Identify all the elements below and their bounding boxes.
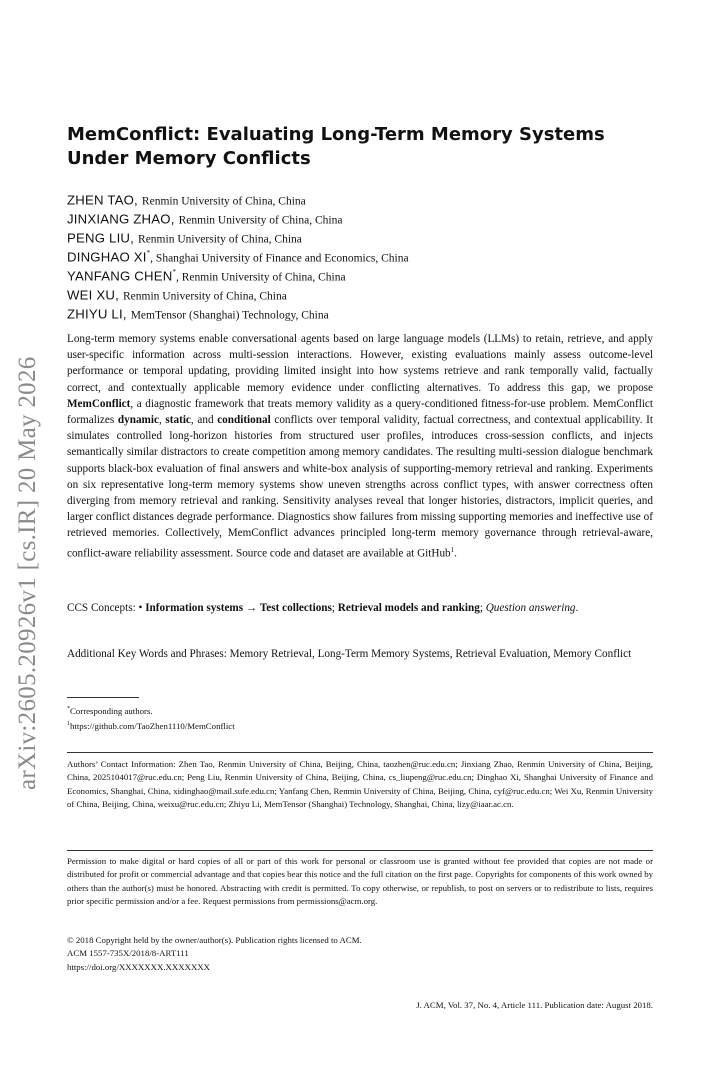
- author-star: *: [172, 268, 176, 276]
- authors-contact-information: Authors’ Contact Information: Zhen Tao, Renmin University of China, Beijing, China, taozhen@ruc.edu.cn; Jinxiang Zhao, Renmin University of China, Beijing, China, 2025104017@ruc.edu.cn; Peng Liu, Renmin University of China, Beijing, China, cs_liupeng@ruc.edu.cn; Dinghao Xi, Shanghai University of Finance and Economics, Shanghai, China, xidinghao@mail.sufe.edu.cn; Yanfang Chen, Renmin University of China, Beijing, China, cyf@ruc.edu.cn; Wei Xu, Renmin University of China, Beijing, China, weixu@ruc.edu.cn; Zhiyu Li, MemTensor (Shanghai) Technology, Shanghai, China, lizy@iaar.ac.cn.: [67, 759, 653, 810]
- author-entry: [67, 263, 667, 282]
- abstract-end: .: [454, 547, 457, 560]
- author-entry: [67, 282, 667, 301]
- paper-title: MemConflict: Evaluating Long-Term Memory Systems Under Memory Conflicts: [67, 124, 605, 169]
- journal-footer: J. ACM, Vol. 37, No. 4, Article 111. Publication date: August 2018.: [416, 1000, 653, 1010]
- author-star: *: [146, 249, 151, 257]
- author-list: [67, 187, 667, 320]
- author-entry: [67, 244, 667, 263]
- author-name: DINGHAO XI: [67, 249, 147, 265]
- ccs-concept: Retrieval models and ranking: [337, 602, 480, 614]
- abstract-text: conflicts over temporal validity, factual correctness, and contextual applicability. It simulates controlled long-horizon histories from structured user profiles, introduces cross-session conflicts, and injects semantically similar distractors to create competition among memory candidates. The resulting multi-session dialogue benchmark supports black-box evaluation of final answers and white-box analysis of supporting-memory retrieval and ranking. Experiments on six representative long-term memory systems show uneven strengths across conflict types, with answer correctness often diverging from memory retrieval and ranking. Sensitivity analyses reveal that longer histories, distractors, implicit queries, and larger conflict distances degrade performance. Diagnostics show failures from missing supporting memories and ineffective use of retrieved memories. Collectively, MemConflict advances principled long-term memory governance through retrieval-aware, conflict-aware reliability assessment. Source code and dataset are available at GitHub: [67, 414, 654, 560]
- doi-link[interactable]: https://doi.org/XXXXXXX.XXXXXXX: [67, 961, 211, 972]
- arxiv-identifier-stamp: arXiv:2605.20926v1 [cs.IR] 20 May 2026: [14, 356, 41, 790]
- copyright-line: © 2018 Copyright held by the owner/author(s). Publication rights licensed to ACM.: [67, 935, 362, 945]
- author-affiliation: Renmin University of China, China: [178, 214, 343, 227]
- conflict-type-dynamic: dynamic: [117, 414, 159, 427]
- footnote-marker: *: [67, 706, 70, 712]
- author-affiliation: MemTensor (Shanghai) Technology, China: [130, 309, 329, 322]
- permission-divider: [67, 850, 653, 851]
- footnote-text: Corresponding authors.: [70, 705, 153, 716]
- ccs-concepts: [67, 600, 653, 616]
- author-affiliation: Renmin University of China, China: [122, 290, 287, 303]
- author-entry: [67, 225, 667, 244]
- conflict-type-conditional: conditional: [217, 414, 271, 427]
- footnote-divider: [67, 697, 139, 698]
- contact-divider: [67, 752, 653, 753]
- abstract-text: , a diagnostic framework that treats memory validity as a query-conditioned fitness-for-use problem. MemConflict formalizes: [67, 397, 653, 427]
- issn-line: ACM 1557-735X/2018/8-ART111: [67, 948, 189, 959]
- ccs-label: CCS Concepts: •: [67, 602, 146, 614]
- abstract-separator: ,: [158, 414, 166, 427]
- framework-name: MemConflict: [67, 397, 131, 410]
- ccs-concept: Information systems: [145, 602, 244, 614]
- author-entry: [67, 206, 667, 225]
- footnote-marker: 1: [450, 545, 455, 554]
- author-affiliation: , Shanghai University of Finance and Economics, China: [150, 252, 409, 265]
- footnotes: [67, 703, 653, 733]
- author-name: ZHEN TAO,: [67, 192, 138, 208]
- author-name: WEI XU,: [67, 287, 119, 303]
- permission-notice: Permission to make digital or hard copies of all or part of this work for personal or classroom use is granted without fee provided that copies are not made or distributed for profit or commercial advantage and that copies bear this notice and the full citation on the first page. Copyrights for components of this work owned by others than the author(s) must be honored. Abstracting with credit is permitted. To copy otherwise, or republish, to post on servers or to redistribute to lists, requires prior specific permission and/or a fee. Request permissions from permissions@acm.org.: [67, 856, 653, 907]
- footnote-github: [67, 718, 653, 733]
- author-entry: [67, 301, 667, 320]
- ccs-separator: ;: [479, 602, 486, 614]
- author-name: PENG LIU,: [67, 230, 135, 246]
- github-link[interactable]: https://github.com/TaoZhen1110/MemConflict: [70, 720, 235, 731]
- ccs-concept: Test collections: [259, 602, 332, 614]
- author-name: JINXIANG ZHAO,: [67, 211, 175, 227]
- author-affiliation: Renmin University of China, China: [138, 233, 302, 246]
- conflict-type-static: static: [165, 414, 191, 427]
- publication-info: [67, 934, 653, 974]
- footnote-marker: 1: [67, 720, 70, 727]
- ccs-arrow: →: [243, 602, 260, 614]
- footnote-corresponding: [67, 703, 653, 718]
- author-affiliation: Renmin University of China, China: [141, 195, 306, 208]
- author-affiliation: , Renmin University of China, China: [175, 271, 346, 284]
- author-name: YANFANG CHEN: [67, 268, 173, 284]
- ccs-concept: Question answering: [485, 602, 576, 614]
- abstract-text: Long-term memory systems enable conversational agents based on large language models (LLMs) to retain, retrieve, and apply user-specific information across multi-session interactions. However, existing evaluations mainly assess outcome-level performance or temporal updating, providing limited insight into how systems retrieve and rank temporally valid, factually correct, and contextually applicable memory evidence under conflicting alternatives. To address this gap, we propose: [67, 333, 653, 394]
- ccs-end: .: [575, 602, 579, 614]
- ccs-separator: ;: [331, 602, 338, 614]
- abstract-paragraph: [67, 331, 653, 562]
- abstract-separator: , and: [190, 414, 218, 427]
- author-entry: [67, 187, 667, 206]
- additional-keywords: Additional Key Words and Phrases: Memory Retrieval, Long-Term Memory Systems, Retrieval Evaluation, Memory Conflict: [67, 648, 632, 660]
- author-name: ZHIYU LI,: [67, 306, 127, 322]
